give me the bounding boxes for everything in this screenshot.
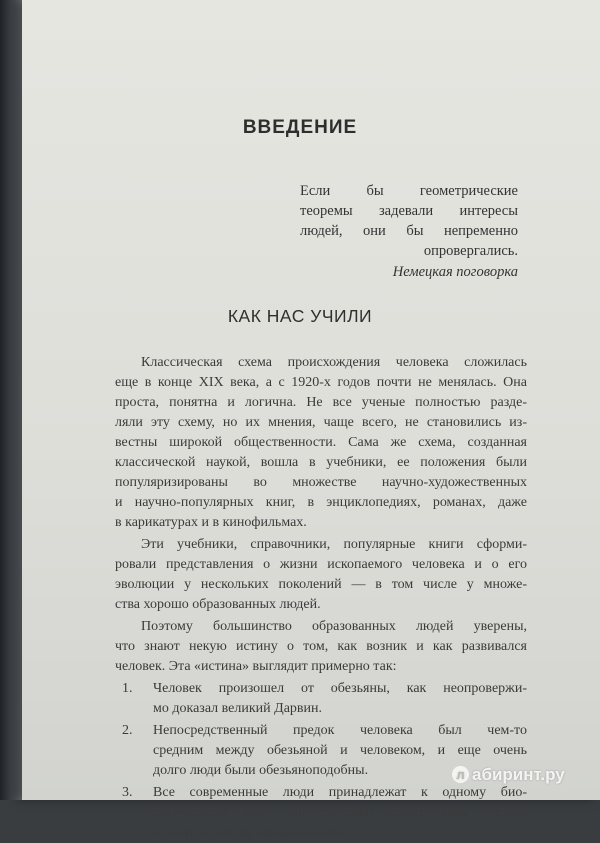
text-line: средним между обезьяной и человеком, и еще очень — [153, 743, 527, 758]
watermark-text: абиринт.ру — [472, 765, 565, 784]
text-line: Непосредственный предок человека был чем-то — [153, 723, 527, 738]
text-line: классической наукой, вошла в учебники, ее положения были — [115, 455, 527, 470]
chapter-heading: ВВЕДЕНИЕ — [242, 117, 358, 138]
text-line: Эти учебники, справочники, популярные книги сформи- — [141, 537, 527, 552]
text-line: ровали представления о жизни ископаемого человека и о его — [115, 557, 527, 572]
paragraph-3 — [115, 617, 527, 677]
list-number: 1. — [122, 681, 133, 696]
list-item — [115, 783, 527, 843]
text-line: проста, понятна и логична. Не все ученые полностью разде- — [115, 395, 527, 410]
text-line: и одних и тех же обезьянолюдей. — [153, 825, 351, 840]
epigraph-line: Если бы геометрические — [300, 183, 518, 199]
text-line: в карикатурах и в кинофильмах. — [115, 515, 307, 530]
section-heading: КАК НАС УЧИЛИ — [227, 306, 373, 326]
list-item — [115, 679, 527, 719]
text-line: Все современные люди принадлежат к одному био- — [153, 785, 527, 800]
list-number: 3. — [122, 785, 133, 800]
text-line: человек. Эта «истина» выглядит примерно так: — [115, 659, 397, 674]
text-line: логическому виду; они потомки одного вида обезьян — [153, 805, 527, 820]
labirint-logo-icon: л — [452, 766, 469, 783]
numbered-list — [115, 679, 527, 843]
text-line: долго люди были обезьяноподобны. — [153, 763, 369, 778]
text-line: ляли эту схему, но их мнения, чаще всего, не становились из- — [115, 415, 527, 430]
text-line: Поэтому большинство образованных людей уверены, — [141, 619, 527, 634]
text-line: вестны широкой общественности. Сама же схема, созданная — [115, 435, 527, 450]
epigraph-line: опровергались. — [423, 243, 518, 259]
epigraph — [300, 181, 518, 282]
watermark — [452, 765, 565, 785]
text-line: и научно-популярных книг, в энциклопедиях, романах, даже — [115, 495, 527, 510]
text-line: еще в конце XIX века, а с 1920-х годов почти не менялась. Она — [115, 375, 527, 390]
text-line: популяризированы во множестве научно-художественных — [115, 475, 527, 490]
text-line: ства хорошо образованных людей. — [115, 597, 321, 612]
epigraph-line: теоремы задевали интересы — [300, 203, 518, 219]
list-number: 2. — [122, 723, 133, 738]
paragraph-2 — [115, 535, 527, 615]
epigraph-source: Немецкая поговорка — [392, 264, 518, 280]
text-line: эволюции у нескольких поколений — в том числе у множе- — [115, 577, 527, 592]
text-line: Классическая схема происхождения человека сложилась — [141, 355, 527, 370]
text-line: что знают некую истину о том, как возник и как развивался — [115, 639, 527, 654]
paragraph-1 — [115, 353, 527, 533]
text-line: мо доказал великий Дарвин. — [153, 701, 323, 716]
text-line: Человек произошел от обезьяны, как неопровержи- — [153, 681, 527, 696]
epigraph-line: людей, они бы непременно — [300, 223, 518, 239]
